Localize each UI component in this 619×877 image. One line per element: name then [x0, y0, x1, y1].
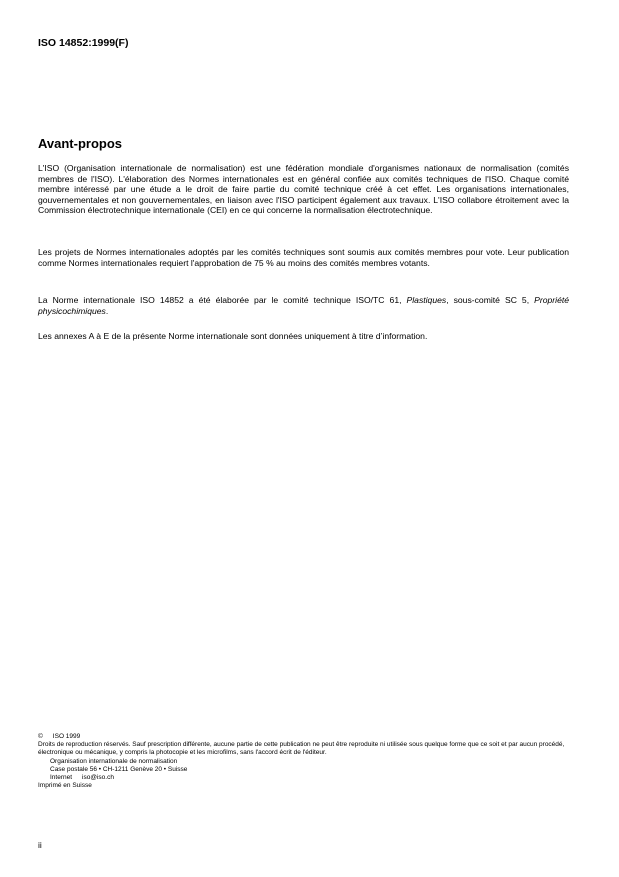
subcommittee-name: Propriété physicochimiques: [38, 295, 570, 316]
paragraph-annexes: Les annexes A à E de la présente Norme internationale sont données uniquement à titre d’information.: [38, 331, 428, 341]
printed-in: Imprimé en Suisse: [38, 782, 92, 790]
rights-notice: Droits de reproduction réservés. Sauf prescription différente, aucune partie de cette publication ne peut être reproduite ni utilisée sous quelque forme que ce soit et par aucun procédé, électronique ou mécanique, y compris la photocopie et les microfilms, sans l'accord écrit de l'éditeur.: [38, 741, 565, 757]
copyright-year: ISO 1999: [52, 733, 81, 740]
document-id: ISO 14852:1999(F): [38, 37, 129, 49]
committee-plastics: Plastiques: [406, 295, 447, 305]
committee-text-start: La Norme internationale ISO 14852 a été élaborée par le comité technique ISO/TC 61,: [38, 295, 407, 305]
org-name: Organisation internationale de normalisation: [50, 757, 178, 765]
copyright-line: [38, 733, 578, 741]
internet-label: Internet: [50, 774, 73, 782]
copyright-footer: [38, 733, 578, 790]
paragraph-committee: [38, 295, 569, 316]
copyright-symbol: ©: [38, 733, 43, 740]
paragraph-voting: Les projets de Normes internationales adoptés par les comités techniques sont soumis aux comités membres pour vote. Leur publication comme Normes internationales requiert l'approbation de 75 % au moins des comités membres votants.: [38, 247, 569, 268]
committee-text-end: .: [105, 305, 109, 316]
page-number: ii: [38, 840, 42, 850]
internet-address: iso@iso.ch: [82, 774, 114, 782]
committee-text-middle: , sous-comité SC 5,: [446, 295, 535, 305]
org-address: Case postale 56 • CH-1211 Genève 20 • Suisse: [50, 765, 188, 773]
section-title: Avant-propos: [38, 136, 123, 151]
paragraph-iso-intro: L'ISO (Organisation internationale de normalisation) est une fédération mondiale d'organismes nationaux de normalisation (comités membres de l'ISO). L'élaboration des Normes internationales est en général confiée aux comités techniques de l'ISO. Chaque comité membre intéressé par une étude a le droit de faire partie du comité technique créé à cet effet. Les organisations internationales, gouvernementales et non gouvernementales, en liaison avec l'ISO participent également aux travaux. L'ISO collabore étroitement avec la Commission électrotechnique internationale (CEI) en ce qui concerne la normalisation électrotechnique.: [38, 163, 569, 216]
internet-line: [38, 774, 578, 782]
